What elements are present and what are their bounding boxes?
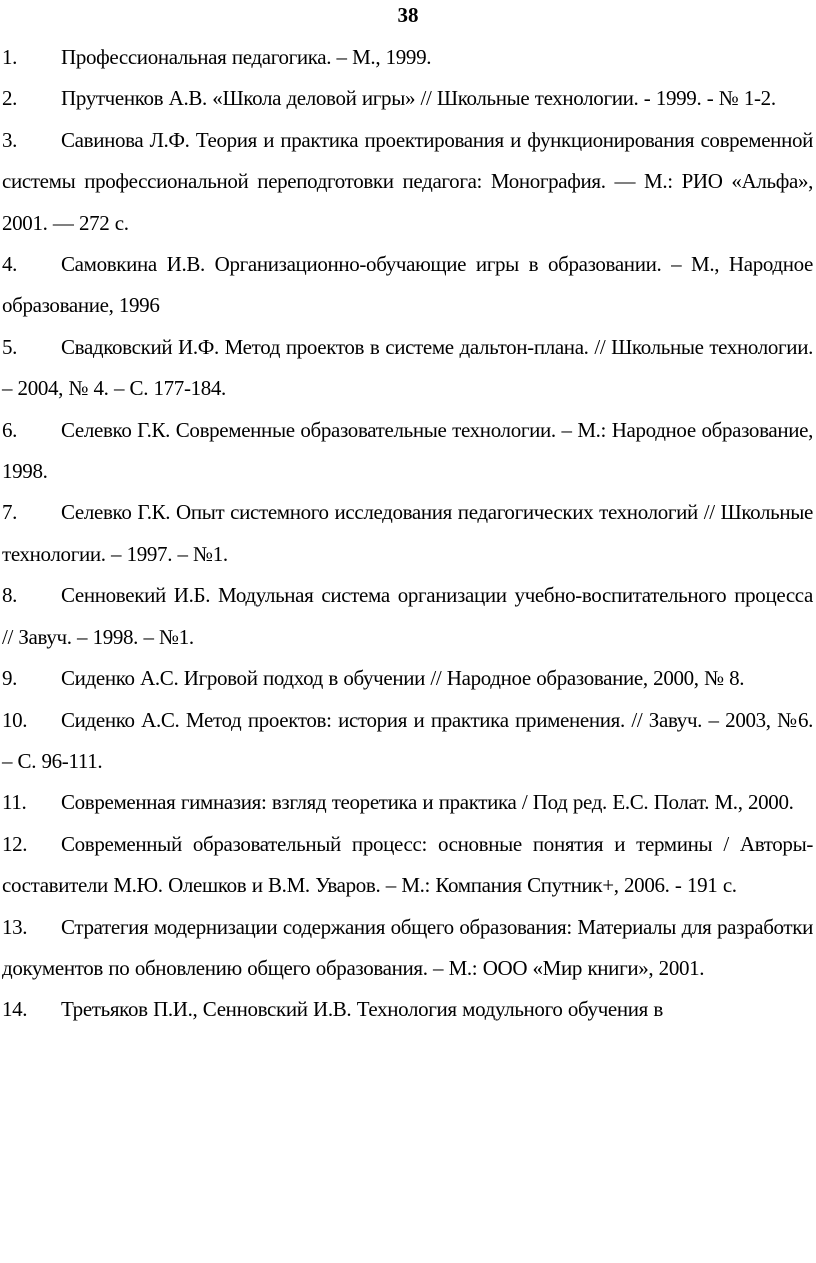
reference-entry-6 bbox=[2, 410, 813, 493]
reference-number: 13. bbox=[2, 914, 28, 939]
reference-entry-5 bbox=[2, 327, 813, 410]
reference-text: Селевко Г.К. Современные образовательные технологии. – М.: Народное образование, 1998. bbox=[2, 417, 813, 484]
reference-number: 5. bbox=[2, 334, 18, 359]
reference-entry-8 bbox=[2, 575, 813, 658]
reference-text: Третьяков П.И., Сенновский И.В. Технология модульного обучения в bbox=[61, 997, 663, 1022]
reference-entry-10 bbox=[2, 700, 813, 783]
reference-number: 8. bbox=[2, 583, 18, 608]
reference-entry-14 bbox=[2, 989, 813, 1030]
reference-text: Свадковский И.Ф. Метод проектов в системе дальтон-плана. // Школьные технологии. – 2004, № 4. – С. 177-184. bbox=[2, 334, 813, 401]
reference-entry-12 bbox=[2, 824, 813, 907]
reference-number: 1. bbox=[2, 45, 18, 69]
reference-list bbox=[2, 37, 813, 1031]
reference-text: Селевко Г.К. Опыт системного исследования педагогических технологий // Школьные технологии. – 1997. – №1. bbox=[2, 500, 813, 566]
reference-text: Сиденко А.С. Игровой подход в обучении // Народное образование, 2000, № 8. bbox=[61, 666, 745, 691]
reference-entry-13 bbox=[2, 907, 813, 990]
reference-number: 9. bbox=[2, 666, 18, 691]
reference-text: Прутченков А.В. «Школа деловой игры» // Школьные технологии. - 1999. - № 1-2. bbox=[61, 86, 776, 111]
reference-text: Сенновекий И.Б. Модульная система организации учебно-воспитательного процесса // Завуч. – 1998. – №1. bbox=[2, 583, 813, 649]
reference-entry-11 bbox=[2, 782, 813, 823]
reference-entry-3 bbox=[2, 120, 813, 244]
reference-text: Современный образовательный процесс: основные понятия и термины / Авторы-составители М.Ю. Олешков и В.М. Уваров. – М.: Компания Спутник+, 2006. - 191 с. bbox=[2, 831, 813, 898]
reference-number: 6. bbox=[2, 417, 18, 442]
reference-text: Современная гимназия: взгляд теоретика и практика / Под ред. Е.С. Полат. М., 2000. bbox=[61, 790, 794, 815]
reference-number: 10. bbox=[2, 707, 28, 732]
reference-number: 11. bbox=[2, 790, 27, 815]
page-number: 38 bbox=[397, 3, 419, 27]
reference-number: 12. bbox=[2, 831, 28, 856]
reference-entry-1 bbox=[2, 37, 813, 78]
reference-entry-4 bbox=[2, 244, 813, 327]
reference-number: 4. bbox=[2, 252, 18, 277]
reference-text: Самовкина И.В. Организационно-обучающие игры в образовании. – М., Народное образование, 1996 bbox=[2, 252, 813, 318]
reference-text: Профессиональная педагогика. – М., 1999. bbox=[61, 45, 432, 69]
reference-entry-2 bbox=[2, 78, 813, 119]
reference-number: 7. bbox=[2, 500, 18, 525]
reference-entry-9 bbox=[2, 658, 813, 699]
reference-entry-7 bbox=[2, 492, 813, 575]
reference-number: 14. bbox=[2, 997, 28, 1022]
reference-text: Савинова Л.Ф. Теория и практика проектирования и функционирования современной системы профессиональной переподготовки педагога: Монография. — М.: РИО «Альфа», 2001. — 272 с. bbox=[2, 127, 813, 235]
reference-number: 3. bbox=[2, 127, 18, 152]
reference-number: 2. bbox=[2, 86, 18, 111]
reference-text: Стратегия модернизации содержания общего образования: Материалы для разработки документов по обновлению общего образования. – М.: ООО «Мир книги», 2001. bbox=[2, 914, 813, 980]
reference-text: Сиденко А.С. Метод проектов: история и практика применения. // Завуч. – 2003, №6. – С. 96-111. bbox=[2, 707, 813, 773]
